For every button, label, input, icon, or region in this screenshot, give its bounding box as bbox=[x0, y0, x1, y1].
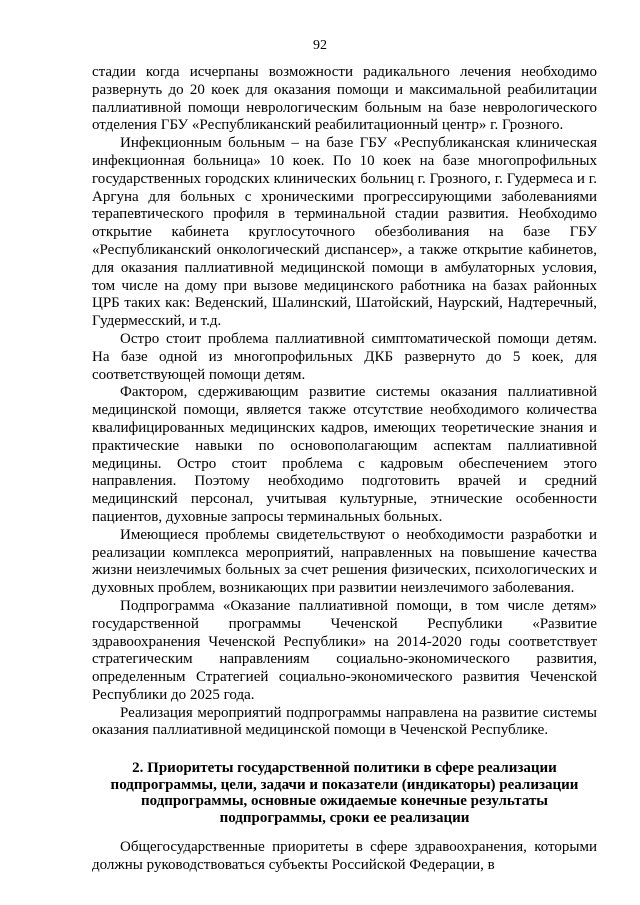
document-body bbox=[92, 64, 597, 874]
paragraph-existing-problems: Имеющиеся проблемы свидетельствуют о необходимости разработки и реализации комплекса мероприятий, направленных на повышение качества жизни неизлечимых больных за счет решения физических, психологических и духовных проблем, возникающих при развитии неизлечимого заболевания. bbox=[92, 526, 597, 597]
paragraph-infectious-patients: Инфекционным больным – на базе ГБУ «Республиканская клиническая инфекционная больница» 10 коек. По 10 коек на базе многопрофильных государственных городских клинических больниц г. Грозного, г. Гудермеса и г. Аргуна для больных с хроническими прогрессирующими заболеваниями терапевтического профиля в терминальной стадии развития. Необходимо открытие кабинета круглосуточного обезболивания на базе ГБУ «Республиканский онкологический диспансер», а также открытие кабинетов, для оказания паллиативной медицинской помощи в амбулаторных условия, том числе на дому при вызове медицинского работника на базах районных ЦРБ таких как: Веденский, Шалинский, Шатойский, Наурский, Надтеречный, Гудермесский, и т.д. bbox=[92, 135, 597, 330]
paragraph-implementation: Реализация мероприятий подпрограммы направлена на развитие системы оказания паллиативной медицинской помощи в Чеченской Республике. bbox=[92, 704, 597, 739]
paragraph-staffing-factor: Фактором, сдерживающим развитие системы оказания паллиативной медицинской помощи, является также отсутствие необходимого количества квалифицированных медицинских кадров, имеющих теоретические знания и практические навыки по основополагающим аспектам паллиативной медицины. Остро стоит проблема с кадровым обеспечением этого направления. Поэтому необходимо подготовить врачей и средний медицинский персонал, учитывая культурные, этнические особенности пациентов, духовные запросы терминальных больных. bbox=[92, 384, 597, 525]
paragraph-continuation: стадии когда исчерпаны возможности радикального лечения необходимо развернуть до 20 коек для оказания помощи и максимальной реабилитации паллиативной помощи неврологическим больным на базе неврологического отделения ГБУ «Республиканский реабилитационный центр» г. Грозного. bbox=[92, 64, 597, 134]
paragraph-subprogram: Подпрограмма «Оказание паллиативной помощи, в том числе детям» государственной программы Чеченской Республики «Развитие здравоохранения Чеченской Республики» на 2014-2020 годы соответствует стратегическим направлениям социально-экономического развития, определенным Стратегией социально-экономического развития Чеченской Республики до 2025 года. bbox=[92, 597, 597, 703]
paragraph-priorities: Общегосударственные приоритеты в сфере здравоохранения, которыми должны руководствоваться субъекты Российской Федерации, в bbox=[92, 838, 597, 873]
paragraph-children-care: Остро стоит проблема паллиативной симптоматической помощи детям. На базе одной из многопрофильных ДКБ развернуто до 5 коек, для соответствующей помощи детям. bbox=[92, 330, 597, 383]
page-number: 92 bbox=[313, 38, 327, 53]
section-heading: 2. Приоритеты государственной политики в сфере реализации подпрограммы, цели, задачи и показатели (индикаторы) реализации подпрограммы, основные ожидаемые конечные результаты подпрограммы, сроки ее реализации bbox=[110, 760, 579, 826]
